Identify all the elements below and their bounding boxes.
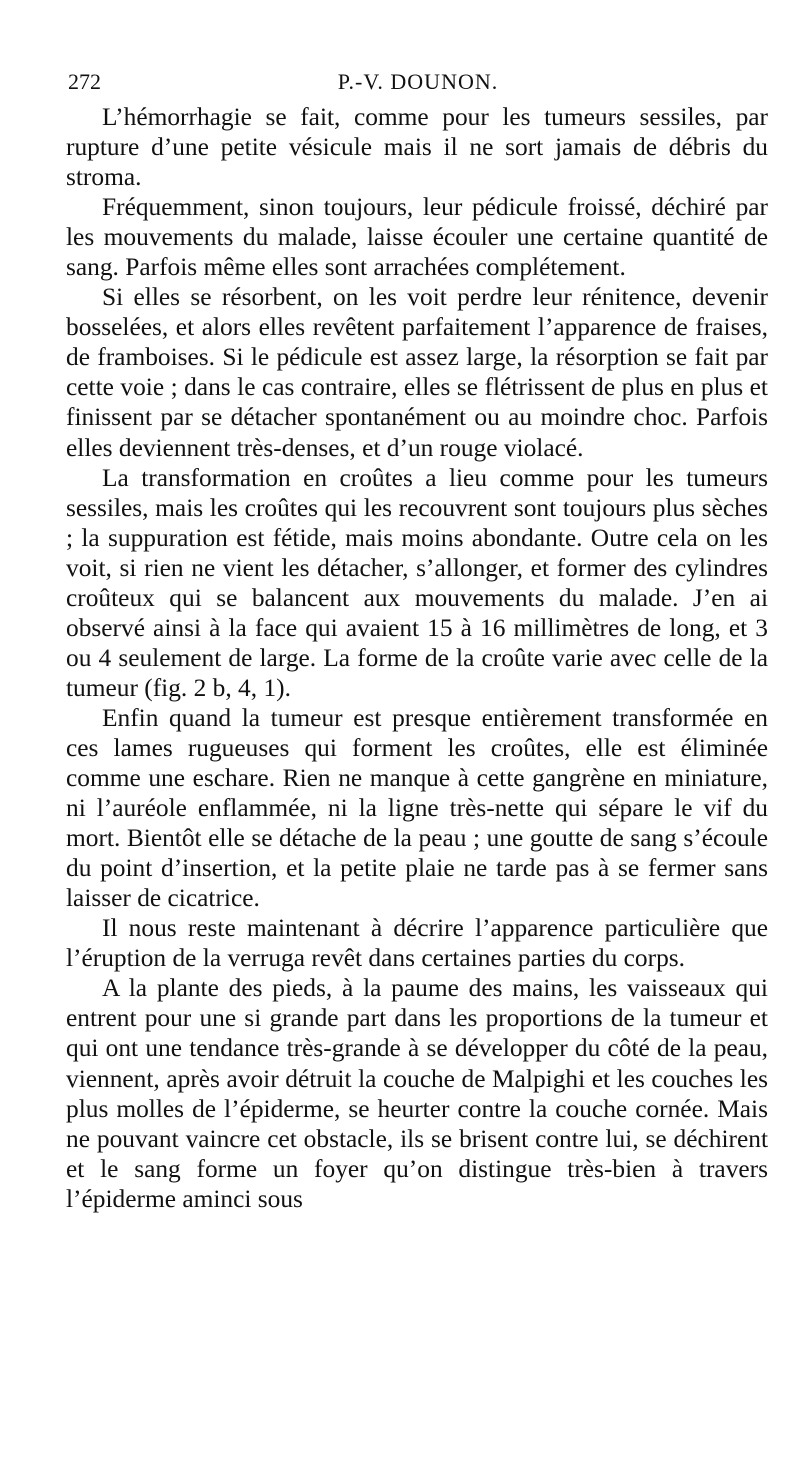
paragraph: Enfin quand la tumeur est presque entièrement transformée en ces lames rugueuses qui forment les croûtes, elle est éliminée comme une eschare. Rien ne manque à cette gangrène en miniature, ni l’auréole enflammée, ni la ligne très-nette qui sépare le vif du mort. Bientôt elle se détache de la peau ; une goutte de sang s’écoule du point d’insertion, et la petite plaie ne tarde pas à se fermer sans laisser de cicatrice. (66, 703, 768, 913)
paragraph: Si elles se résorbent, on les voit perdre leur rénitence, devenir bosselées, et alors elles revêtent parfaitement l’apparence de fraises, de framboises. Si le pédicule est assez large, la résorption se fait par cette voie ; dans le cas contraire, elles se flétrissent de plus en plus et finissent par se détacher spontanément ou au moindre choc. Parfois elles deviennent très-denses, et d’un rouge violacé. (66, 283, 768, 462)
page-number: 272 (68, 69, 101, 94)
page-header (68, 64, 768, 100)
paragraph: L’hémorrhagie se fait, comme pour les tumeurs sessiles, par rupture d’une petite vésicule mais il ne sort jamais de débris du stroma. (66, 103, 768, 192)
paragraph: Fréquemment, sinon toujours, leur pédicule froissé, déchiré par les mouvements du malade, laisse écouler une certaine quantité de sang. Parfois même elles sont arrachées complétement. (66, 193, 768, 282)
running-head: P.-V. DOUNON. (337, 69, 499, 94)
body-text (66, 102, 768, 1214)
paragraph: A la plante des pieds, à la paume des mains, les vaisseaux qui entrent pour une si grande part dans les proportions de la tumeur et qui ont une tendance très-grande à se développer du côté de la peau, viennent, après avoir détruit la couche de Malpighi et les couches les plus molles de l’épiderme, se heurter contre la couche cornée. Mais ne pouvant vaincre cet obstacle, ils se brisent contre lui, se déchirent et le sang forme un foyer qu’on distingue très-bien à travers l’épiderme aminci sous (66, 974, 768, 1213)
paragraph: La transformation en croûtes a lieu comme pour les tumeurs sessiles, mais les croûtes qui les recouvrent sont toujours plus sèches ; la suppuration est fétide, mais moins abondante. Outre cela on les voit, si rien ne vient les détacher, s’allonger, et former des cylindres croûteux qui se balancent aux mouvements du malade. J’en ai observé ainsi à la face qui avaient 15 à 16 millimètres de long, et 3 ou 4 seulement de large. La forme de la croûte varie avec celle de la tumeur (fig. 2 b, 4, 1). (66, 463, 768, 702)
paragraph: Il nous reste maintenant à décrire l’apparence particulière que l’éruption de la verruga revêt dans certaines parties du corps. (66, 914, 768, 973)
